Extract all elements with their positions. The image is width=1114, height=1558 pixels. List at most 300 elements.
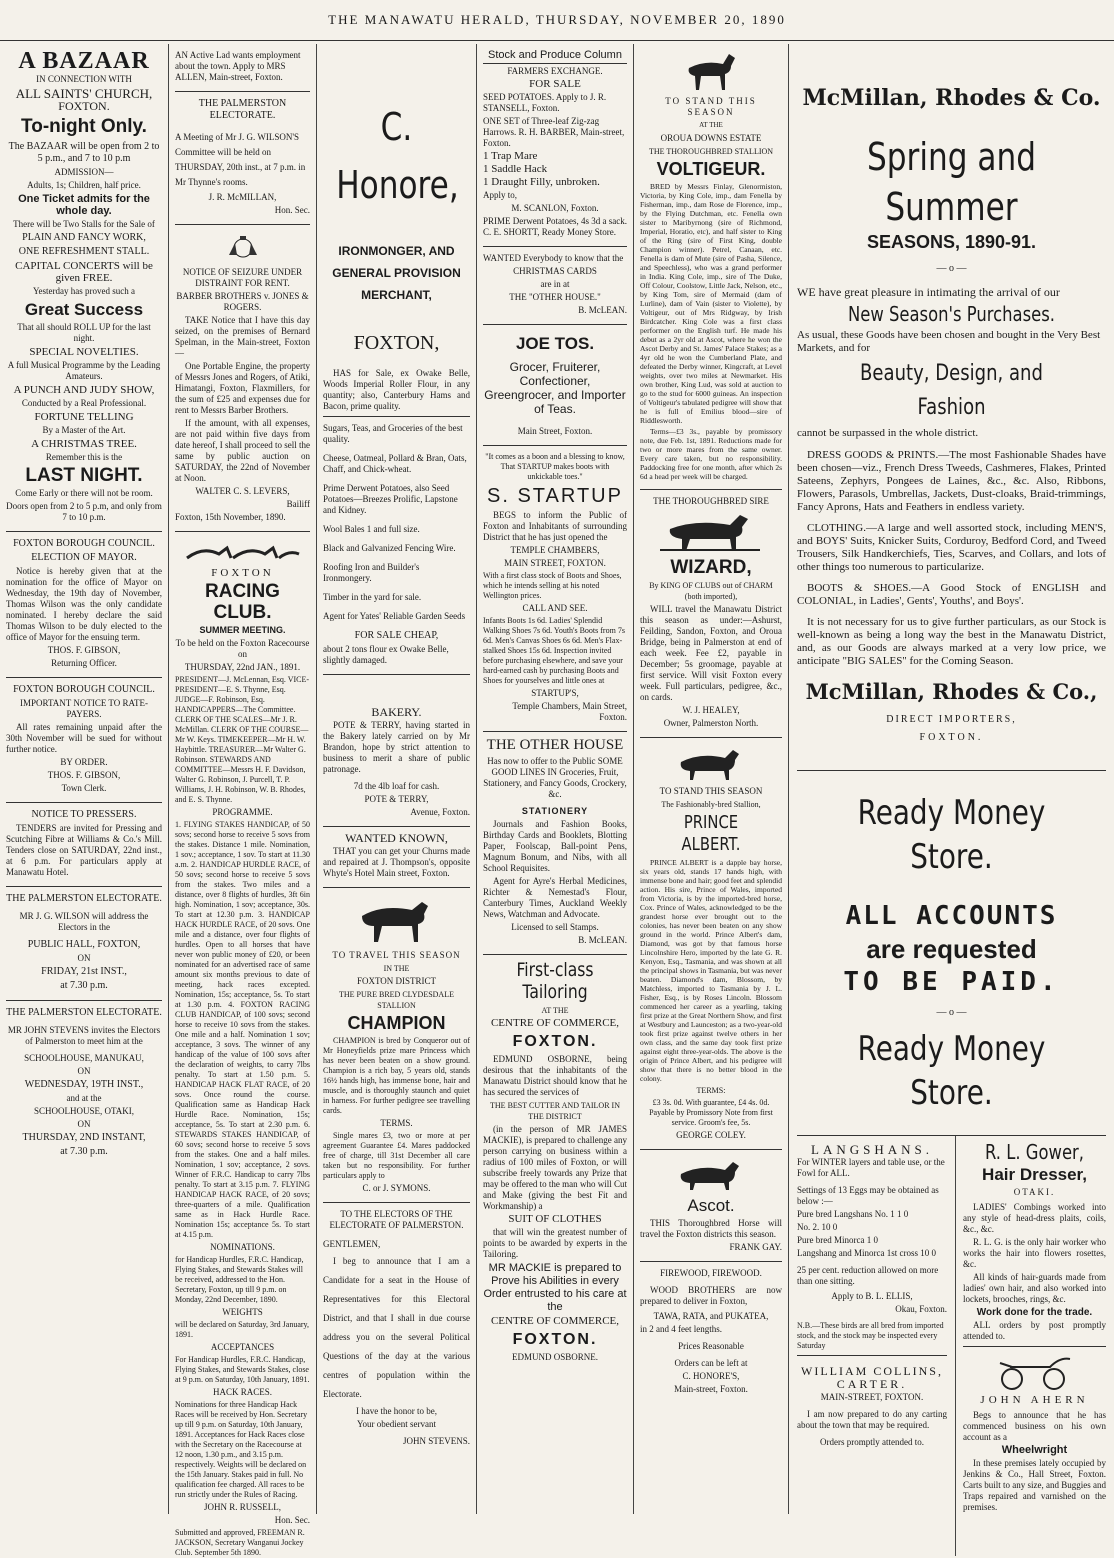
buggy-icon — [990, 1351, 1080, 1391]
stevens-meeting-ad — [6, 1001, 162, 1158]
item-potatoes: Prime Derwent Potatoes, also Seed Potatoes—Breezes Prolific, Lapstone and Kidney. — [323, 483, 458, 515]
ready-money-store: Ready Money Store. — [857, 793, 1046, 877]
announce-text: WE have great pleasure in intimating the arrival of our — [797, 285, 1060, 299]
other-house-title: THE OTHER HOUSE — [486, 737, 624, 753]
hon-sec-2: Hon. Sec. — [274, 1515, 310, 1525]
last-night: LAST NIGHT. — [25, 465, 143, 486]
column-1 — [0, 44, 168, 1514]
voltigeur-ad — [640, 44, 782, 490]
refreshment-stall: ONE REFRESHMENT STALL. — [18, 246, 150, 257]
startup-text: BEGS to inform the Public of Foxton and Inhabitants of surrounding District that he has just opened the — [483, 510, 627, 542]
weights-label: WEIGHTS — [222, 1307, 263, 1317]
barber-v-jones: BARBER BROTHERS v. JONES & ROGERS. — [176, 291, 309, 312]
orders-left-at: Orders can be left at — [674, 1358, 748, 1368]
boots-shoes: BOOTS & SHOES.—A Good Stock of ENGLISH and COLONIAL, in Ladies', Gents', Youths', and Boys'. — [797, 582, 1106, 607]
hack-races-text: Nominations for three Handicap Hack Races will be received by Hon. Secretary up till 9 p.m. on Saturday, 10th January, 1891. Acceptances for Hack Races close with the Secretary on the Racecourse at 12 noon, 1.30 p.m., and 3.15 p.m. respectively. Weights will be declared on the 15th January. Stakes paid in full. No qualification fee charged. All races to be run strictly under the Rules of Racing. — [175, 1400, 308, 1499]
timber-types: TAWA, RATA, and PUKATEA, — [653, 1311, 769, 1321]
fortune-telling: FORTUNE TELLING — [34, 411, 134, 423]
centre-of-commerce: CENTRE OF COMMERCE, — [490, 1017, 620, 1029]
thoroughbred-stallion: THE THOROUGHBRED STALLION — [648, 147, 774, 156]
price-line-3: Pure bred Minorca 1 0 — [797, 1235, 878, 1245]
come-early: Come Early or there will not be room. — [15, 488, 153, 498]
list-draught-filly: 1 Draught Filly, unbroken. — [483, 176, 600, 188]
mclean-signature: B. McLEAN. — [578, 305, 627, 315]
wizard-horse-icon — [656, 511, 766, 553]
honore-title: C. Honore, — [336, 105, 459, 207]
mcmillan-rhodes-ad — [797, 44, 1106, 771]
osborne-text: EDMUND OSBORNE, being desirous that the inhabitants of the Manawatu District should know that he has secured the services of — [483, 1054, 627, 1097]
stevens-address: I beg to announce that I am a Candidate for a seat in the House of Representatives for this Electoral District, and that I shall in due course address you on the several Political Questions of the day at the various centres of population within the Electorate. — [323, 1256, 470, 1399]
tailoring-foxton: FOXTON. — [512, 1033, 598, 1050]
item-roofing-iron: Roofing Iron and Builder's Ironmongery. — [323, 562, 420, 583]
gibson-signature: THOS. F. GIBSON, — [47, 645, 121, 655]
weights-text: will be declared on Saturday, 3rd January, 1891. — [175, 1320, 310, 1339]
terms-text: Single mares £3, two or more at per agreement Guarantee £4. Mares paddocked free of charge, till 31st December all care taken but no responsibility. For further particulars apply to — [323, 1131, 470, 1180]
wood-text: WOOD BROTHERS are now prepared to deliver in Foxton, — [640, 1285, 782, 1306]
terms-label: TERMS. — [380, 1118, 413, 1128]
nominations-text: for Handicap Hurdles, F.R.C. Handicap, Flying Stakes, and Stewards Stakes will be received, addressed to the Hon. Secretary, Foxton, up till 9 p.m. on Monday, 22nd December, 1890. — [175, 1255, 304, 1304]
call-and-see: CALL AND SEE. — [522, 603, 588, 613]
prince-albert-ad — [640, 738, 782, 1150]
symons-signature: C. or J. SYMONS. — [362, 1183, 431, 1193]
christmas-cards-ad — [483, 247, 627, 325]
ratepayers-ad — [6, 678, 162, 803]
musical-programme: A full Musical Programme by the Leading Amateurs. — [7, 360, 161, 381]
royal-arms-icon — [223, 233, 263, 263]
suit-text: that will win the greatest number of points to be awarded by experts in the Tailoring. — [483, 1227, 627, 1259]
master-of-art: By a Master of the Art. — [42, 425, 126, 435]
beauty-design: Beauty, Design, and Fashion — [860, 361, 1043, 420]
item-cheese: Cheese, Oatmeal, Pollard & Bran, Oats, Chaff, and Chick-wheat. — [323, 453, 467, 474]
langshans-ad — [797, 1136, 947, 1450]
churns-text: THAT you can get your Churns made and repaired at J. Thompson's, opposite Whyte's Hotel Main street, Foxton. — [323, 846, 470, 878]
seizure-ad — [175, 225, 310, 532]
other-house-text: Has now to offer to the Public SOME GOOD LINES IN Groceries, Fruit, Stationery, and Fancy Goods, Crockery, &c. — [483, 756, 627, 799]
plain-fancy: PLAIN AND FANCY WORK, — [22, 232, 146, 243]
ascot-text: THIS Thoroughbred Horse will travel the Foxton districts this season. — [640, 1218, 782, 1239]
tenders-text: TENDERS are invited for Pressing and Scutching Fibre at Williams & Co.'s Mill. Tenders close on SATURDAY, 22nd inst., at 6 p.m. For particulars apply at Manawatu Hotel. — [6, 823, 162, 877]
mclean-signature-2: B. McLEAN. — [578, 935, 627, 945]
boots-text: With a first class stock of Boots and Shoes, which he intends selling at his noted Wellington prices. — [483, 571, 622, 600]
item-seeds: Agent for Yates' Reliable Garden Seeds — [323, 611, 466, 621]
schoolhouse-otaki: SCHOOLHOUSE, OTAKI, — [33, 1106, 135, 1116]
remember-text: Remember this is the — [45, 452, 123, 462]
for-sale: FOR SALE — [529, 78, 581, 90]
masthead: THE MANAWATU HERALD, THURSDAY, NOVEMBER 20, 1890 — [0, 0, 1114, 41]
active-lad-ad — [175, 44, 310, 92]
racehorses-icon — [183, 540, 303, 564]
honores: C. HONORE'S, — [682, 1371, 740, 1381]
stand-season: TO STAND THIS SEASON — [665, 96, 757, 117]
are-requested: are requested — [866, 934, 1037, 964]
admission-label: ADMISSION— — [54, 167, 114, 177]
ready-money-store-2: Ready Money Store. — [857, 1029, 1046, 1113]
honor-to-be: I have the honor to be, — [356, 1406, 437, 1416]
tailoring-ad — [483, 955, 627, 1363]
seasons-title: SEASONS, 1890-91. — [866, 232, 1037, 252]
bazaar-hours: The BAZAAR will be open from 2 to 5 p.m., and 7 to 10 p.m — [8, 141, 160, 164]
palmerston-electorate: THE PALMERSTON ELECTORATE. — [6, 893, 162, 904]
fashionably-bred: The Fashionably-bred Stallion, — [661, 800, 761, 809]
stationery-title: STATIONERY — [521, 806, 589, 816]
usual-text: As usual, these Goods have been chosen and bought in the Very Best Markets, and for — [797, 329, 1101, 354]
travel-season: TO TRAVEL THIS SEASON — [332, 950, 461, 960]
ahern-title: JOHN AHERN — [980, 1394, 1089, 1406]
prince-albert-text: PRINCE ALBERT is a dapple bay horse, six years old, stands 17 hands high, with immense bone and hair; good feet and splendid action. His sire, Prince of Wales, imported from Victoria, is by the imported-bred horse, Cox. Prince of Wales, acknowledged to be the grandest horse ever brought out to the colonies, has never been beaten on any show ground in the world. Prince Albert's dam, Diamond, was got by that famous horse Lincolnshire Hero, imported by the late G. R. Kenyon, Esq., Tasmania, and was shown at all the principal shows in Tasmania, but was never beaten. Diamond's dam, Blossom, by Matchless, imported to Tasmania by J. L. Fisher, Esq., is by Roses Lincoln. Blossom commenced her career as a yearling, taking first prize at the Great Northern Show, and first at Westbury and Launceston; as a two-year-old took first prize against twelve others in her own class, and the same day took first prize against eight three-year-olds. The above is the origin of Prince Albert, and his pedigree will show that there is no better blood in the colony. — [640, 858, 782, 1083]
acceptances-label: ACCEPTANCES — [210, 1342, 275, 1352]
gower-title: R. L. Gower, — [984, 1140, 1084, 1164]
special-novelties: SPECIAL NOVELTIES. — [29, 346, 139, 358]
column-5 — [634, 44, 788, 1514]
thursday-date: THURSDAY, 2ND INSTANT, — [22, 1132, 146, 1143]
column-3 — [317, 44, 476, 1514]
item-wool-bales: Wool Bales 1 and full size. — [323, 524, 420, 534]
foxton-label: FOXTON — [211, 567, 274, 579]
tailoring-foxton-2: FOXTON. — [512, 1331, 598, 1348]
startup-title: S. STARTUP — [487, 485, 623, 507]
draught-horse-icon — [671, 746, 751, 782]
ascot-title: Ascot. — [687, 1196, 735, 1215]
honore-foxton: FOXTON, — [353, 332, 440, 354]
inner-divider — [955, 1136, 956, 1556]
boot-prices: Infants Boots 1s 6d. Ladies' Splendid Walking Shoes 7s 6d. Youth's Boots from 7s 6d. Men's Canvas Shoes 6s 6d. Men's Flax-stalked Shoes 15s 6d. Inspection invited before purchasing elsewhere, and save your hard-earned cash by purchasing Boots and Shoes for yourselves and little ones at — [483, 616, 625, 685]
work-done: Work done for the trade. — [976, 1307, 1093, 1318]
wizard-breeding: By KING OF CLUBS out of CHARM (both imported), — [649, 581, 773, 601]
loaf-price: 7d the 4lb loaf for cash. — [353, 781, 440, 791]
prince-terms: TERMS: — [696, 1086, 726, 1095]
bakery-ad — [323, 675, 470, 827]
apply-ellis: Apply to B. L. ELLIS, — [831, 1291, 913, 1301]
item-timber: Timber in the yard for sale. — [323, 592, 422, 602]
officials: PRESIDENT—J. McLennan, Esq. VICE-PRESIDENT—E. S. Thynne, Esq. JUDGE—F. Robinson, Esq. HANDICAPPERS—The Committee. CLERK OF THE SCALES—Mr J. R. McMillan. CLERK OF THE COURSE—Mr W. Keys. TIMEKEEPER—Mr H. W. Haybittle. TREASURER—Mr Walter G. Robinson. STEWARDS AND COMMITTEE—Messrs H. F. Davidson, Walter G. Robinson, J. Purcell, T. P. Williams, J. H. Robinson, W. B. Rhodes, and E. S. Thynne. — [175, 675, 310, 804]
avenue-foxton: Avenue, Foxton. — [410, 807, 470, 817]
punch-judy: A PUNCH AND JUDY SHOW, — [13, 384, 155, 396]
langshans-for: For WINTER layers and table use, or the Fowl for ALL. — [797, 1157, 945, 1178]
all-accounts: ALL ACCOUNTS — [845, 901, 1058, 931]
mcmillan-foxton: FOXTON. — [919, 732, 984, 743]
race-date: THURSDAY, 22nd JAN., 1891. — [184, 662, 301, 672]
clothing: CLOTHING.—A large and well assorted stock, including MEN'S, and BOYS' Suits, Knicker Suits, Corduroy, Bedford Cord, and Tweed Trousers, Silk Handkerchiefs, Ties, Scarves, and Collars, and lots of other things too numerous to particularize. — [797, 522, 1106, 573]
scanlon-signature: M. SCANLON, Foxton. — [511, 203, 599, 213]
okau-foxton: Okau, Foxton. — [895, 1304, 947, 1314]
bakery-text: POTE & TERRY, having started in the Bakery lately carried on by Mr Brandon, hope by strict attention to business to merit a share of public patronage. — [323, 720, 470, 774]
new-season: New Season's Purchases. — [847, 302, 1055, 326]
bazaar-title: A BAZAAR — [18, 48, 150, 74]
mackie-prepared: MR MACKIE is prepared to Prove his Abilities in every Order entrusted to his care at the — [483, 1262, 627, 1313]
column-6 — [789, 44, 1114, 1514]
firm-name: McMillan, Rhodes & Co. — [802, 85, 1101, 111]
time-label: at 7.30 p.m. — [60, 980, 108, 991]
wanted-everybody: WANTED Everybody to know that the — [483, 253, 624, 263]
mcmillan-signature: J. R. McMILLAN, — [208, 192, 277, 202]
wizard-title: WIZARD, — [670, 557, 752, 578]
clydesdale-horse-icon — [352, 896, 442, 946]
prince-albert-title: PRINCE ALBERT. — [681, 812, 741, 855]
firm-name-2: McMillan, Rhodes & Co., — [805, 679, 1098, 704]
startup-ad — [483, 446, 627, 732]
for-sale-text: HAS for Sale, ex Owake Belle, Woods Imperial Roller Flour, in any quantity; also, Canterbury Hams and Bacon, prime quality. — [323, 368, 470, 411]
apply-to: Apply to, — [483, 190, 518, 200]
hair-dresser: Hair Dresser, — [982, 1165, 1087, 1184]
are-in-at: are in at — [540, 279, 570, 289]
on-label-2: ON — [77, 1066, 91, 1076]
time-label-2: at 7.30 p.m. — [60, 1146, 108, 1157]
licensed-stamps: Licensed to sell Stamps. — [511, 922, 599, 932]
stand-season-2: TO STAND THIS SEASON — [659, 786, 763, 796]
other-house: THE "OTHER HOUSE." — [509, 292, 601, 302]
column-2 — [169, 44, 316, 1557]
one-ticket: One Ticket admits for the whole day. — [18, 193, 150, 217]
joe-tos-address: Main Street, Foxton. — [517, 426, 593, 436]
gentlemen: GENTLEMEN, — [323, 1239, 381, 1249]
held-at: To be held on the Foxton Racecourse on — [175, 638, 310, 659]
item-fencing-wire: Black and Galvanized Fencing Wire. — [323, 543, 456, 553]
ironmonger: IRONMONGER, AND GENERAL PROVISION MERCHANT, — [332, 244, 461, 302]
ahern-text: Begs to announce that he has commenced business on his own account as a — [963, 1410, 1106, 1442]
carter-title: CARTER. — [836, 1377, 908, 1391]
stevens-invite: MR JOHN STEVENS invites the Electors of Palmerston to meet him at the — [7, 1025, 161, 1046]
oroua-downs: OROUA DOWNS ESTATE — [660, 133, 762, 143]
doors-open: Doors open from 2 to 5 p.m, and only from 7 to 10 p.m. — [6, 501, 162, 522]
not-necessary: It is not necessary for us to give further particulars, as our Stock is well-known as being a long way the best in the Manawatu District, and, as our Goods are always marked at a very low price, we anticipate "BIG SALES" for the Coming Season. — [797, 616, 1106, 667]
town-clerk: Town Clerk. — [61, 783, 107, 793]
firewood-ad — [640, 1262, 782, 1395]
palmerston-electorate: THE PALMERSTON ELECTORATE. — [198, 98, 287, 121]
other-house-ad — [483, 732, 627, 955]
obedient-servant: Your obedient servant — [356, 1419, 437, 1429]
russell-signature: JOHN R. RUSSELL, — [203, 1502, 281, 1512]
wanted-known-ad — [323, 827, 470, 888]
on-label-3: ON — [77, 1119, 91, 1129]
separator: — o — — [936, 263, 967, 274]
best-cutter: THE BEST CUTTER AND TAILOR IN THE DISTRICT — [490, 1101, 620, 1121]
derwent-potatoes: PRIME Derwent Potatoes, 4s 3d a sack. C. E. SHORTT, Ready Money Store. — [483, 216, 627, 237]
racing-club-title: RACING CLUB. — [205, 581, 280, 623]
levers-signature: WALTER C. S. LEVERS, — [195, 486, 290, 496]
racing-club-ad — [175, 532, 310, 1558]
friday-date: FRIDAY, 21st INST., — [41, 966, 127, 977]
on-label: ON — [77, 953, 91, 963]
stock-produce-title: Stock and Produce Column — [483, 50, 627, 64]
concerts: CAPITAL CONCERTS will be given FREE. — [15, 260, 153, 284]
list-trap-mare: 1 Trap Mare — [483, 150, 538, 162]
champion-title: CHAMPION — [347, 1013, 446, 1033]
admission-prices: Adults, 1s; Children, half price. — [27, 180, 141, 190]
committee-meeting-text: A Meeting of Mr J. G. WILSON'S Committee will be held on THURSDAY, 20th inst., at 7 p.m. in Mr Thynne's rooms. — [175, 132, 306, 187]
active-lad-text: AN Active Lad wants employment about the town. Apply to MRS ALLEN, Main-street, Foxton. — [175, 50, 301, 82]
startup-address: Temple Chambers, Main Street, Foxton. — [512, 701, 627, 722]
to-be-paid: TO BE PAID. — [843, 967, 1060, 997]
price-line-4: Langshang and Minorca 1st cross 10 0 — [797, 1248, 936, 1258]
by-order: BY ORDER. — [60, 757, 108, 767]
mackie-text: (in the person of MR JAMES MACKIE), is prepared to challenge any person carrying on business within a radius of 100 miles of Foxton, or will subscribe freely towards any Prize that may be offered to the man who will Cut and Make (giving the best Fit and Workmanship) a — [483, 1124, 627, 1211]
public-hall: PUBLIC HALL, FOXTON, — [27, 939, 141, 950]
bazaar-place: FOXTON. — [58, 99, 110, 113]
bazaar-church: ALL SAINTS' CHURCH, — [15, 86, 153, 101]
settings-text: Settings of 13 Eggs may be obtained as below :— — [797, 1185, 939, 1206]
startups: STARTUP'S, — [531, 688, 579, 698]
at-the-2: AT THE — [699, 121, 723, 129]
palmerston-electorate-2: THE PALMERSTON ELECTORATE. — [6, 1007, 162, 1018]
joe-tos-ad — [483, 325, 627, 446]
osborne-signature: EDMUND OSBORNE. — [511, 1352, 598, 1362]
pressers-title: NOTICE TO PRESSERS. — [31, 809, 137, 820]
stalls-text: There will be Two Stalls for the Sale of — [13, 219, 155, 229]
centre-of-commerce-2: CENTRE OF COMMERCE, — [490, 1315, 620, 1327]
ratepayers-notice: IMPORTANT NOTICE TO RATE-PAYERS. — [20, 698, 148, 719]
wanted-known-title: WANTED KNOWN, — [345, 831, 448, 845]
honore-address: Main-street, Foxton. — [674, 1384, 748, 1394]
boon-quote: "It comes as a boon and a blessing to know, That STARTUP makes boots with unkickable toes." — [485, 452, 625, 481]
wheelwright: Wheelwright — [1001, 1444, 1068, 1456]
column-4 — [477, 44, 633, 1514]
bailiff-label: Bailiff — [286, 499, 310, 509]
hack-races-label: HACK RACES. — [212, 1387, 272, 1397]
electors-address-ad — [323, 1203, 470, 1447]
stationery-text: Journals and Fashion Books, Birthday Cards and Booklets, Blotting Paper, Foolscap, Ball-point Pens, Magnum Bonum, and Nibs, with all School Requisites. — [483, 819, 627, 873]
joe-tos-title: JOE TOS. — [515, 334, 595, 353]
wednesday-date: WEDNESDAY, 19TH INST., — [24, 1079, 144, 1090]
honore-ad — [323, 44, 470, 675]
mayor-election-ad — [6, 532, 162, 678]
christmas-tree: A CHRISTMAS TREE. — [31, 438, 137, 450]
main-street-foxton: MAIN STREET, FOXTON. — [504, 558, 606, 568]
champion-ad — [323, 888, 470, 1203]
election-mayor: ELECTION OF MAYOR. — [31, 552, 137, 563]
orders-promptly: Orders promptly attended to. — [820, 1437, 924, 1447]
cheap-text: about 2 tons flour ex Owake Belle, slightly damaged. — [323, 644, 449, 665]
tailoring-title: First-class Tailoring — [516, 959, 594, 1003]
great-success: Great Success — [24, 300, 144, 319]
acceptances-text: For Handicap Hurdles, F.R.C. Handicap, Flying Stakes, and Stewards Stakes, close at 9 p.m. on Saturday, 10th January, 1891. — [175, 1355, 310, 1384]
price-line-1: Pure bred Langshans No. 1 1 0 — [797, 1209, 909, 1219]
item-sugars: Sugars, Teas, and Groceries of the best quality. — [323, 423, 463, 444]
nominations-label: NOMINATIONS. — [210, 1242, 275, 1252]
gay-signature: FRANK GAY. — [729, 1242, 782, 1252]
temple-chambers: TEMPLE CHAMBERS, — [510, 545, 600, 555]
voltigeur-terms: Terms—£3 3s., payable by promissory note, due Feb. 1st, 1891. Reductions made for two or more mares from the same owner. Every care taken, but no responsibility. Paddocking free for one month, after which 2s 6d a head per week will be charged. — [640, 427, 782, 481]
stevens-signature: JOHN STEVENS. — [402, 1436, 470, 1446]
tb-sire: THE THOROUGHBRED SIRE — [653, 496, 769, 506]
separator-2: — o — — [936, 1007, 967, 1018]
and-at: and at the — [66, 1093, 102, 1103]
pure-bred: THE PURE BRED CLYDESDALE STALLION — [339, 990, 454, 1010]
champion-text: CHAMPION is bred by Conqueror out of Mr Honeyfields prize mare Princess which has never been beaten on a show ground. Champion is a rich bay, 5 years old, stands 16½ hands high, has immense bone, hair and muscle, and is thoroughly staunch and quiet in harness. For further pedigree see travelling cards. — [323, 1036, 470, 1115]
seizure-more: If the amount, with all expenses, are not paid within five days from date hereof, I shall proceed to sell the same by public auction on SATURDAY, the 22nd of November at Noon. — [175, 418, 310, 483]
race-programme: 1. FLYING STAKES HANDICAP, of 50 sovs; second horse to receive 5 sovs from the stakes. Distance 1 mile. Nomination, 1 sov.; acceptance, 1 sov. To start at 11.30 a.m. 2. HANDICAP HURDLE RACE, of 50 sovs; second horse to receive 5 sovs from the stakes. Two miles and a distance, over 8 flights of hurdles, 3ft 6in high. Nomination, 1 sov; acceptance, 30s. To start at 12.30 p.m. 3. HANDICAP HACK HURDLE RACE, of 20 sovs. One mile and a distance, over four flights of hurdles. Open to all horses that have never won public money of £20, or been nominated for an advertised race of same amount six months previous to date of meeting, hack races excepted. Nomination, 15s; acceptance, 5s. To start at 1.30 p.m. 4. FOXTON RACING CLUB HANDICAP, of 100 sovs; second horse to receive 10 sovs from the stakes. One mile and a half. Nomination 1 sov; acceptance, 3 sovs. The winner of any handicap of the value of 100 sovs after the declaration of weights, to carry 7lbs penalty. To start at 1.50 p.m. 5. HANDICAP HACK FLAT RACE, of 20 sovs. Once round the course. Qualification same as Handicap Hack Hurdle Race. Nomination, 15s; acceptance, 5s. To start at 2.30 p.m. 6. STEWARDS STAKES HANDICAP, of 60 sovs; second horse to receive 5 sovs from the stakes. One and a half miles. Nomination, 1 sov; acceptance, 2 sovs. Winner of F.R.C. Handicap to carry 7lbs penalty. To start at 3.15 p.m. 7. FLYING HANDICAP HACK RACE, of 20 sovs; three-quarters of a mile. Qualification same as in Hack Hurdle Race. Nomination 15s; acceptance 5s. To start at 4.15 p.m. — [175, 820, 310, 1239]
summer-meeting: SUMMER MEETING. — [199, 625, 286, 635]
ready-money-ad — [797, 771, 1106, 1136]
wilson-address: MR J. G. WILSON will address the Electors in the — [19, 911, 149, 932]
ahern-more: In these premises lately occupied by Jenkins & Co., Hall Street, Foxton. Carts built to any size, and Buggies and Traps repaired and varnished on the premises. — [963, 1458, 1106, 1512]
yesterday-text: Yesterday has proved such a — [32, 286, 136, 296]
pressers-ad — [6, 803, 162, 887]
seizure-date: Foxton, 15th November, 1890. — [175, 512, 286, 522]
roll-up: That all should ROLL UP for the last night. — [17, 322, 151, 343]
foxton-district: FOXTON DISTRICT — [356, 976, 437, 986]
collins-address: MAIN-STREET, FOXTON. — [820, 1392, 924, 1402]
healey-signature: W. J. HEALEY, — [682, 705, 740, 715]
harrows: ONE SET of Three-leaf Zig-zag Harrows. R. H. BARBER, Main-street, Foxton. — [483, 116, 625, 148]
election-notice: Notice is hereby given that at the nomination for the office of Mayor on Wednesday, the 19th day of November, Thomas Wilson was the only candidate nominated. I hereby declare the said Thomas Wilson to be duly elected to the office of Mayor for the ensuing term. — [6, 566, 162, 642]
pote-terry: POTE & TERRY, — [364, 794, 429, 804]
prince-fee: £3 3s. 0d. With guarantee, £4 4s. 0d. Payable by Promissory Note from first service. Groom's fee, 5s. — [649, 1098, 773, 1127]
seizure-goods: One Portable Engine, the property of Messrs Jones and Rogers, of Atiki, Himatangi, Foxton, Flaxmillers, for the sum of £25 and expenses due for rent to Messrs Barber Brothers. — [175, 361, 310, 415]
wizard-ad — [640, 490, 782, 738]
thoroughbred-horse-icon — [681, 52, 741, 92]
programme-label: PROGRAMME. — [212, 807, 273, 817]
spring-summer: Spring and Summer — [866, 135, 1037, 229]
bottom-ads — [797, 1136, 1106, 1556]
discount-text: 25 per cent. reduction allowed on more than one sitting. — [797, 1265, 939, 1286]
dress-goods: DRESS GOODS & PRINTS.—The most Fashionable Shades have been chosen—viz., French Dress Tweeds, Cashmeres, Flakes, Printed Sateens, Zephyrs, Pongees de Laines, &c., &c. Also, Ribbons, Flowers, Parasols, Umbrellas, Jackets, Dust-cloaks, Braid-trimmings, Fancy Aprons, Hats and Feathers in endless variety. — [797, 449, 1106, 513]
lengths: in 2 and 4 feet lengths. — [640, 1324, 722, 1334]
coley-signature: GEORGE COLEY. — [676, 1130, 746, 1140]
ascot-ad — [640, 1150, 782, 1262]
stock-produce-ad — [483, 44, 627, 247]
only-worker: R. L. G. is the only hair worker who works the hair into flowers rosettes, &c. — [963, 1237, 1106, 1269]
borough-council-title-2: FOXTON BOROUGH COUNCIL. — [13, 684, 155, 695]
tonight-only: To-night Only. — [21, 116, 147, 137]
christmas-cards: CHRISTMAS CARDS — [513, 266, 597, 276]
price-line-2: No. 2. 10 0 — [797, 1222, 838, 1232]
returning-officer: Returning Officer. — [51, 658, 117, 668]
conducted-by: Conducted by a Real Professional. — [21, 398, 147, 408]
nb-text: N.B.—These birds are all bred from imported stock, and the stock may be inspected every Saturday — [797, 1321, 944, 1350]
collins-title: WILLIAM COLLINS, — [801, 1364, 943, 1378]
hon-sec: Hon. Sec. — [274, 205, 310, 215]
wilson-address-ad — [6, 887, 162, 1001]
divider — [797, 1355, 947, 1356]
seizure-text: TAKE Notice that I have this day seized, on the premises of Bernard Spelman, in the Main-street, Foxton— — [175, 315, 310, 358]
hair-guards: All kinds of hair-guards made from ladies' own hair, and also worked into lockets, brooches, rings, &c. — [963, 1272, 1106, 1304]
collins-text: I am now prepared to do any carting about the town that may be required. — [797, 1409, 947, 1430]
for-sale-cheap: FOR SALE CHEAP, — [354, 630, 439, 641]
divider — [323, 416, 470, 417]
gower-ad — [963, 1136, 1106, 1515]
firewood-title: FIREWOOD, FIREWOOD. — [660, 1268, 762, 1278]
electors-title: TO THE ELECTORS OF THE ELECTORATE OF PALMERSTON. — [329, 1209, 464, 1230]
at-the: AT THE — [541, 1006, 569, 1015]
wilson-committee-ad — [175, 92, 310, 225]
seed-potatoes: SEED POTATOES. Apply to J. R. STANSELL, Foxton. — [483, 92, 607, 113]
direct-importers: DIRECT IMPORTERS, — [886, 714, 1017, 725]
voltigeur-text: BRED by Messrs Finlay, Glenormiston, Victoria, by King Cole, imp., dam Fenella by Fisherman, imp., dam Rose de Florence, imp., by the Flying Dutchman, etc. Fenella own sister to Maribyrnong (sire of Richmond, Imperial, Horatio, etc), and half sister to King of the Ring (sire of First King, double Champion winner). Petrel, Canaan, etc. Fenella is dam of Mute (sire of Pasha, Silence, and Speechless), who was a grand performer in India. King Cole, imp., sire of The Duke, Off Colour, Coolstow, Little Jack, Nelson, etc., by King Tom, sire of Mermaid (dam of Lurline), dam of Vain (sister to Violette), by Voltigeur, out of Mrs Ridgway, by Irish Birdcatcher. King Cole was a first class performer on the English turf. He made his debut as a 2yr old at Ascot, where he won the Ascot Derby and St. James' Palace Stakes; as a 4yr old he won the Cumberland Plate, and defeated the Derby winner, Kingcraft, at Level weights, over two miles at Newmarket. His own brother, King Lud, was sold at auction to go to the stud for 6000 guineas. An inspection of Voltigeur's tabulated pedigree will show that he is full of Emilius blood—sire of Riddlesworth. — [640, 182, 782, 425]
bakery-title: BAKERY. — [371, 705, 422, 719]
farmers-exchange: FARMERS EXCHANGE. — [507, 66, 603, 76]
ascot-horse-icon — [671, 1158, 751, 1192]
owner-label: Owner, Palmerston North. — [663, 718, 759, 728]
in-the: IN THE — [383, 964, 410, 973]
borough-council-title: FOXTON BOROUGH COUNCIL. — [13, 538, 155, 549]
rates-text: All rates remaining unpaid after the 30th November will be sued for without further notice. — [6, 722, 162, 754]
prices-reasonable: Prices Reasonable — [678, 1341, 744, 1351]
post-orders: ALL orders by post promptly attended to. — [963, 1320, 1106, 1341]
bazaar-ad — [6, 44, 162, 532]
list-saddle-hack: 1 Saddle Hack — [483, 163, 548, 175]
agent-text: Agent for Ayre's Herbal Medicines, Richter & Nemestad's Flour, Canterbury Times, Auckland Weekly News, Watchman and Advocate. — [483, 876, 627, 919]
bazaar-connection: IN CONNECTION WITH — [36, 74, 132, 84]
otaki-label: OTAKI. — [1013, 1187, 1056, 1197]
voltigeur-title: VOLTIGEUR. — [656, 159, 766, 179]
seizure-title: NOTICE OF SEIZURE UNDER DISTRAINT FOR RENT. — [182, 267, 303, 288]
langshans-title: LANGSHANS. — [811, 1142, 933, 1157]
cannot-surpass: cannot be surpassed in the whole district. — [797, 427, 979, 439]
approved-text: Submitted and approved, FREEMAN R. JACKSON, Secretary Wanganui Jockey Club. September 5th 1890. — [175, 1528, 305, 1557]
combings-text: LADIES' Combings worked into any style of head-dress plaits, coils, &c., &c. — [963, 1202, 1106, 1234]
suit-of-clothes: SUIT OF CLOTHES — [508, 1213, 602, 1225]
wizard-text: WILL travel the Manawatu District this season as under:—Ashurst, Feilding, Sandon, Foxton, and Oroua Bridge, being in Palmerston at end of each week. Fee £2, payable in December; 5s groomage, payable at first service. Will visit Foxton every week. Full particulars, pedigree, &c., on cards. — [640, 604, 782, 702]
